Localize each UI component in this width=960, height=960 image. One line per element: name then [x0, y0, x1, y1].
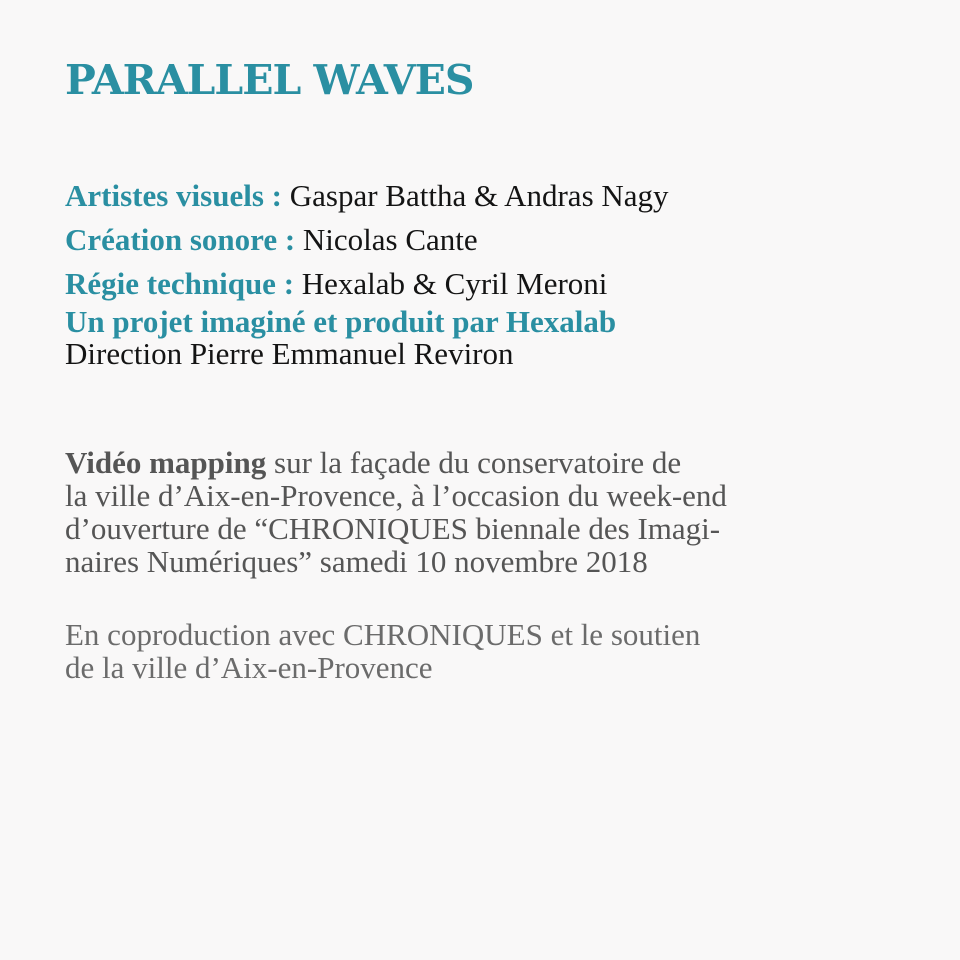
credit-sound-label: Création sonore : — [65, 222, 296, 257]
description-line-1 — [65, 446, 885, 479]
credit-project-label — [65, 306, 669, 338]
credit-sound-value: Nicolas Cante — [302, 222, 478, 257]
credit-visual-artists — [65, 174, 669, 218]
credit-tech-value: Hexalab & Cyril Meroni — [301, 266, 608, 301]
credit-direction: Direction Pierre Emmanuel Reviron — [65, 336, 514, 371]
page-title: PARALLEL WAVES — [65, 56, 474, 104]
coproduction-line-1: En coproduction avec CHRONIQUES et le soutien — [65, 617, 701, 652]
description-line-1-rest: sur la façade du conservatoire de — [266, 445, 682, 480]
credit-technical — [65, 262, 669, 306]
description-paragraph — [65, 446, 885, 578]
description-line-2: la ville d’Aix-en-Provence, à l’occasion du week-end — [65, 478, 727, 513]
credit-visual-label: Artistes visuels : — [65, 178, 282, 213]
credits-block — [65, 174, 669, 370]
coproduction-paragraph — [65, 618, 700, 684]
credit-sound — [65, 218, 669, 262]
credit-visual-value: Gaspar Battha & Andras Nagy — [289, 178, 669, 213]
credit-tech-label: Régie technique : — [65, 266, 295, 301]
description-line-4: naires Numériques” samedi 10 novembre 2018 — [65, 544, 648, 579]
description-line-3: d’ouverture de “CHRONIQUES biennale des Imagi- — [65, 511, 721, 546]
description-highlight: Vidéo mapping — [65, 445, 267, 480]
coproduction-line-2: de la ville d’Aix-en-Provence — [65, 650, 433, 685]
credit-project-text: Un projet imaginé et produit par Hexalab — [65, 304, 617, 339]
